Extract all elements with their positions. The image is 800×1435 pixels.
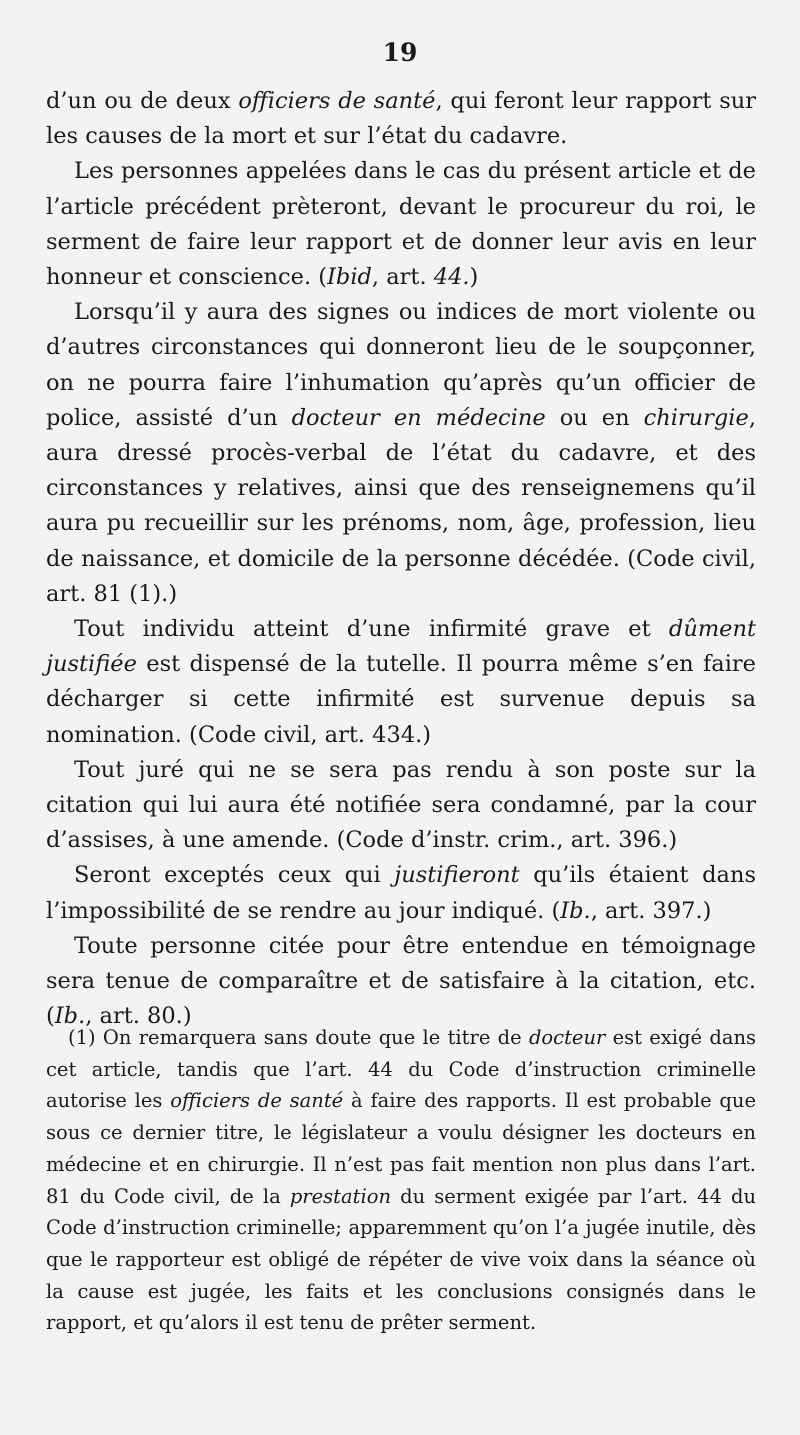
footnote	[46, 1022, 756, 1339]
paragraph-2: Les personnes appelées dans le cas du présent article et de l’article précédent prèteront, devant le procureur du roi, le serment de faire leur rapport et de donner leur avis en leur honneur et conscience. (Ibid, art. 44.)	[46, 158, 756, 291]
paragraph-5: Tout juré qui ne se sera pas rendu à son poste sur la citation qui lui aura été notifiée sera condamné, par la cour d’assises, à une amende. (Code d’instr. crim., art. 396.)	[46, 756, 756, 854]
paragraph-3: Lorsqu’il y aura des signes ou indices de mort violente ou d’autres circonstances qui donneront lieu de le soupçonner, on ne pourra faire l’inhumation qu’après qu’un officier de police, assisté d’un docteur en médecine ou en chirurgie, aura dressé procès-verbal de l’état du cadavre, et des circonstances y relatives, ainsi que des renseignemens qu’il aura pu recueillir sur les prénoms, nom, âge, profession, lieu de naissance, et domicile de la personne décédée. (Code civil, art. 81 (1).)	[46, 299, 756, 607]
page-number: 19	[382, 38, 418, 67]
paragraph-7: Toute personne citée pour être entendue en témoignage sera tenue de comparaître et de satisfaire à la citation, etc. (Ib., art. 80.)	[46, 932, 756, 1030]
paragraph-6: Seront exceptés ceux qui justifieront qu’ils étaient dans l’impossibilité de se rendre au jour indiqué. (Ib., art. 397.)	[46, 862, 756, 924]
paragraph-1: d’un ou de deux officiers de santé, qui feront leur rapport sur les causes de la mort et sur l’état du cadavre.	[46, 88, 756, 150]
main-text	[46, 84, 756, 1034]
paragraph-4: Tout individu atteint d’une infirmité grave et dûment justifiée est dispensé de la tutelle. Il pourra même s’en faire décharger si cette infirmité est survenue depuis sa nomination. (Code civil, art. 434.)	[46, 616, 756, 748]
footnote-text: (1) On remarquera sans doute que le titre de docteur est exigé dans cet article, tandis que l’art. 44 du Code d’instruction criminelle autorise les officiers de santé à faire des rapports. Il est probable que sous ce dernier titre, le législateur a voulu désigner les docteurs en médecine et en chirurgie. Il n’est pas fait mention non plus dans l’art. 81 du Code civil, de la prestation du serment exigée par l’art. 44 du Code d’instruction criminelle; apparemment qu’on l’a jugée inutile, dès que le rapporteur est obligé de répéter de vive voix dans la séance où la cause est jugée, les faits et les conclusions consignés dans le rapport, et qu’alors il est tenu de prêter serment.	[46, 1026, 757, 1335]
